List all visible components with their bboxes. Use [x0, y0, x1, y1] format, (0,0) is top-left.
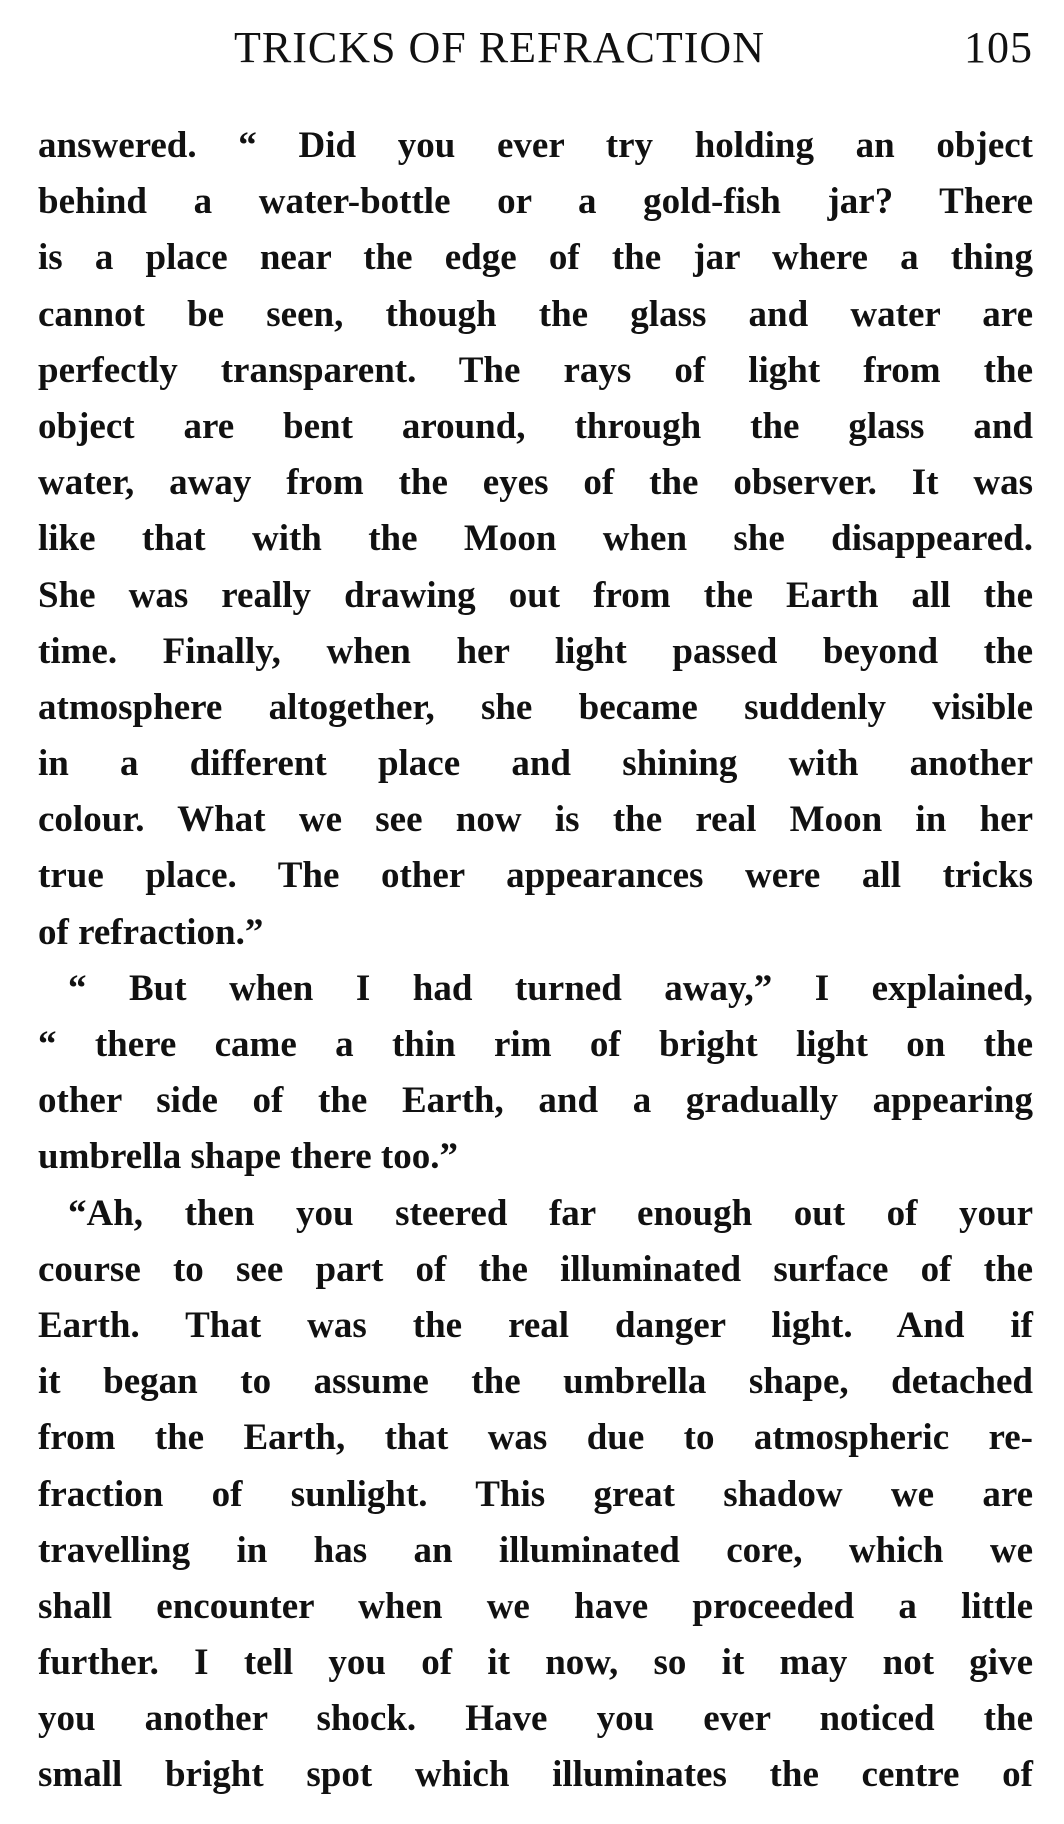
paragraph-1 [38, 118, 1033, 961]
text-line: “ But when I had turned away,” I explained, [68, 967, 1033, 1009]
page-number: 105 [964, 23, 1033, 72]
running-title: TRICKS OF REFRACTION [234, 23, 765, 72]
text-line: atmosphere altogether, she became suddenly visible [38, 686, 1033, 728]
text-line: She was really drawing out from the Earth all the [38, 574, 1033, 616]
book-page [38, 18, 1033, 1804]
text-line: “ there came a thin rim of bright light on the [38, 1024, 1033, 1065]
text-line: other side of the Earth, and a gradually appearing [38, 1080, 1033, 1122]
paragraph-3 [38, 1186, 1033, 1804]
text-line: time. Finally, when her light passed beyond the [38, 630, 1033, 672]
text-line: from the Earth, that was due to atmospheric re- [38, 1417, 1033, 1459]
running-head [38, 18, 1033, 78]
text-line: fraction of sunlight. This great shadow we are [38, 1473, 1033, 1515]
text-line: answered. “ Did you ever try holding an object [38, 125, 1033, 166]
text-line: colour. What we see now is the real Moon in her [38, 799, 1033, 841]
text-line: water, away from the eyes of the observer. It was [38, 462, 1033, 504]
text-line: umbrella shape there too.” [38, 1136, 459, 1178]
text-line: small bright spot which illuminates the centre of [38, 1754, 1033, 1796]
text-line: is a place near the edge of the jar where a thing [38, 237, 1033, 279]
text-line: like that with the Moon when she disappeared. [38, 518, 1033, 560]
text-line: cannot be seen, though the glass and water are [38, 293, 1033, 335]
text-line: behind a water-bottle or a gold-fish jar? There [38, 181, 1033, 223]
text-line: you another shock. Have you ever noticed the [38, 1698, 1033, 1740]
text-line: of refraction.” [38, 911, 264, 953]
text-line: travelling in has an illuminated core, which we [38, 1529, 1033, 1571]
text-line: “Ah, then you steered far enough out of your [68, 1192, 1033, 1234]
text-line: object are bent around, through the glass and [38, 405, 1033, 447]
paragraph-2 [38, 961, 1033, 1186]
text-line: course to see part of the illuminated surface of the [38, 1248, 1033, 1290]
text-line: further. I tell you of it now, so it may not give [38, 1642, 1033, 1684]
text-line: in a different place and shining with another [38, 743, 1033, 785]
text-line: shall encounter when we have proceeded a little [38, 1585, 1033, 1627]
body-text [38, 118, 1033, 1804]
text-line: it began to assume the umbrella shape, detached [38, 1361, 1033, 1403]
text-line: true place. The other appearances were all tricks [38, 855, 1033, 897]
text-line: perfectly transparent. The rays of light from the [38, 349, 1033, 391]
text-line: Earth. That was the real danger light. And if [38, 1304, 1033, 1346]
